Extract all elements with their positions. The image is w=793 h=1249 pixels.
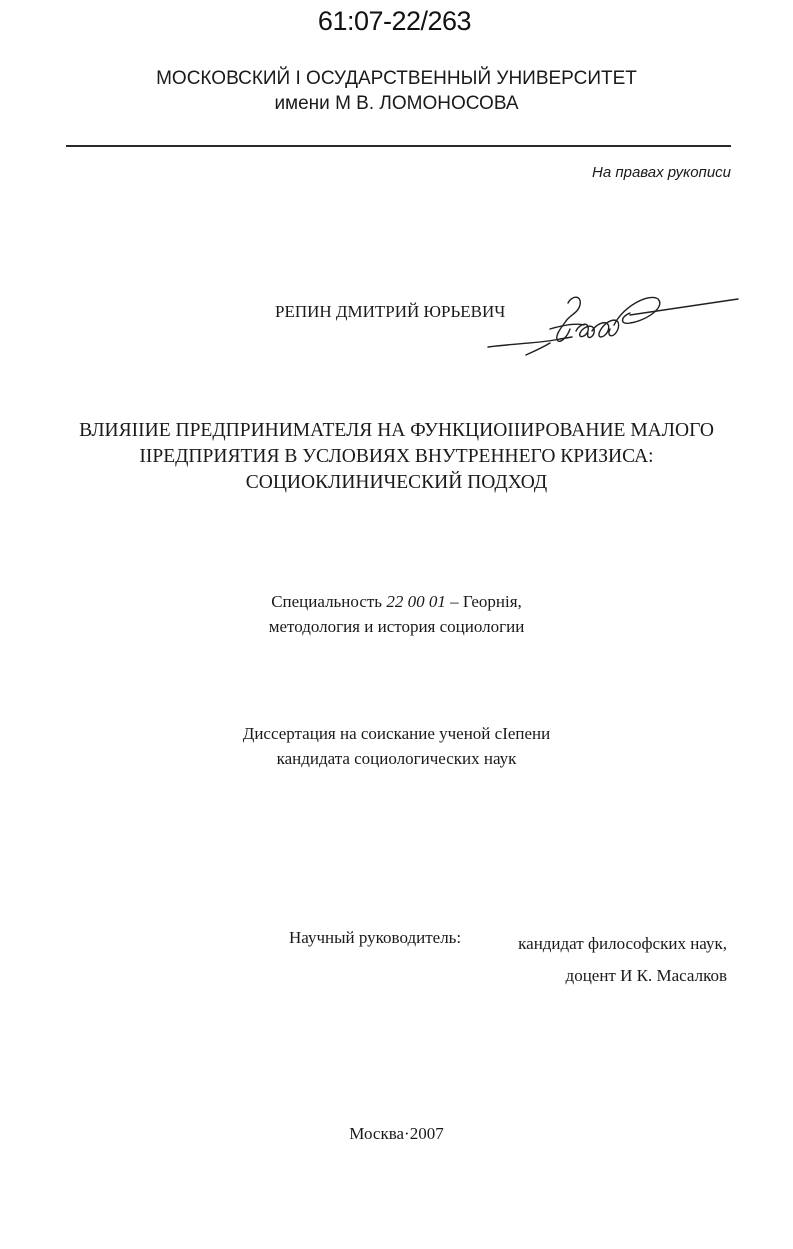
city-year: Москва·2007 (349, 1124, 444, 1143)
signature-image (480, 285, 750, 365)
specialty-line-2: методология и история социологии (268, 617, 525, 636)
advisor-label: Научный руководитель: (289, 928, 462, 947)
specialty-prefix: Специальность (271, 592, 383, 611)
university-named-after: имени М В. ЛОМОНОСОВА (274, 93, 519, 114)
author-name: РЕПИН ДМИТРИЙ ЮРЬЕВИЧ (275, 302, 506, 321)
title-line-3: СОЦИОКЛИНИЧЕСКИЙ ПОДХОД (245, 472, 548, 493)
title-line-2: IIРЕДПРИЯТИЯ В УСЛОВИЯХ ВНУТРЕННЕГО КРИЗИСА: (139, 446, 654, 467)
degree-line-1: Диссертация на соискание ученой сIепени (242, 724, 551, 743)
header-divider (66, 145, 731, 147)
advisor-info (518, 928, 727, 992)
degree-line-2: кандидата социологических наук (276, 749, 517, 768)
rights-note: На правах рукописи (592, 164, 731, 181)
specialty-line-1 (0, 589, 793, 614)
title-line-1: ВЛИЯIIИЕ ПРЕДПРИНИМАТЕЛЯ НА ФУНКЦИОIIИРОВАНИЕ МАЛОГО (79, 420, 714, 441)
advisor-name: доцент И К. Масалков (565, 966, 727, 985)
specialty-suffix: – Георнія, (450, 592, 522, 611)
dissertation-title (0, 418, 793, 496)
degree-block (0, 721, 793, 771)
university-heading (0, 66, 793, 116)
document-code-text: 61:07-22/263 (317, 6, 472, 36)
university-name: МОСКОВСКИЙ I ОСУДАРСТВЕННЫЙ УНИВЕРСИТЕТ (156, 68, 637, 89)
specialty-block (0, 589, 793, 639)
specialty-number: 22 00 01 (386, 592, 446, 611)
advisor-degree: кандидат философских наук, (518, 934, 727, 953)
document-code (0, 6, 793, 37)
